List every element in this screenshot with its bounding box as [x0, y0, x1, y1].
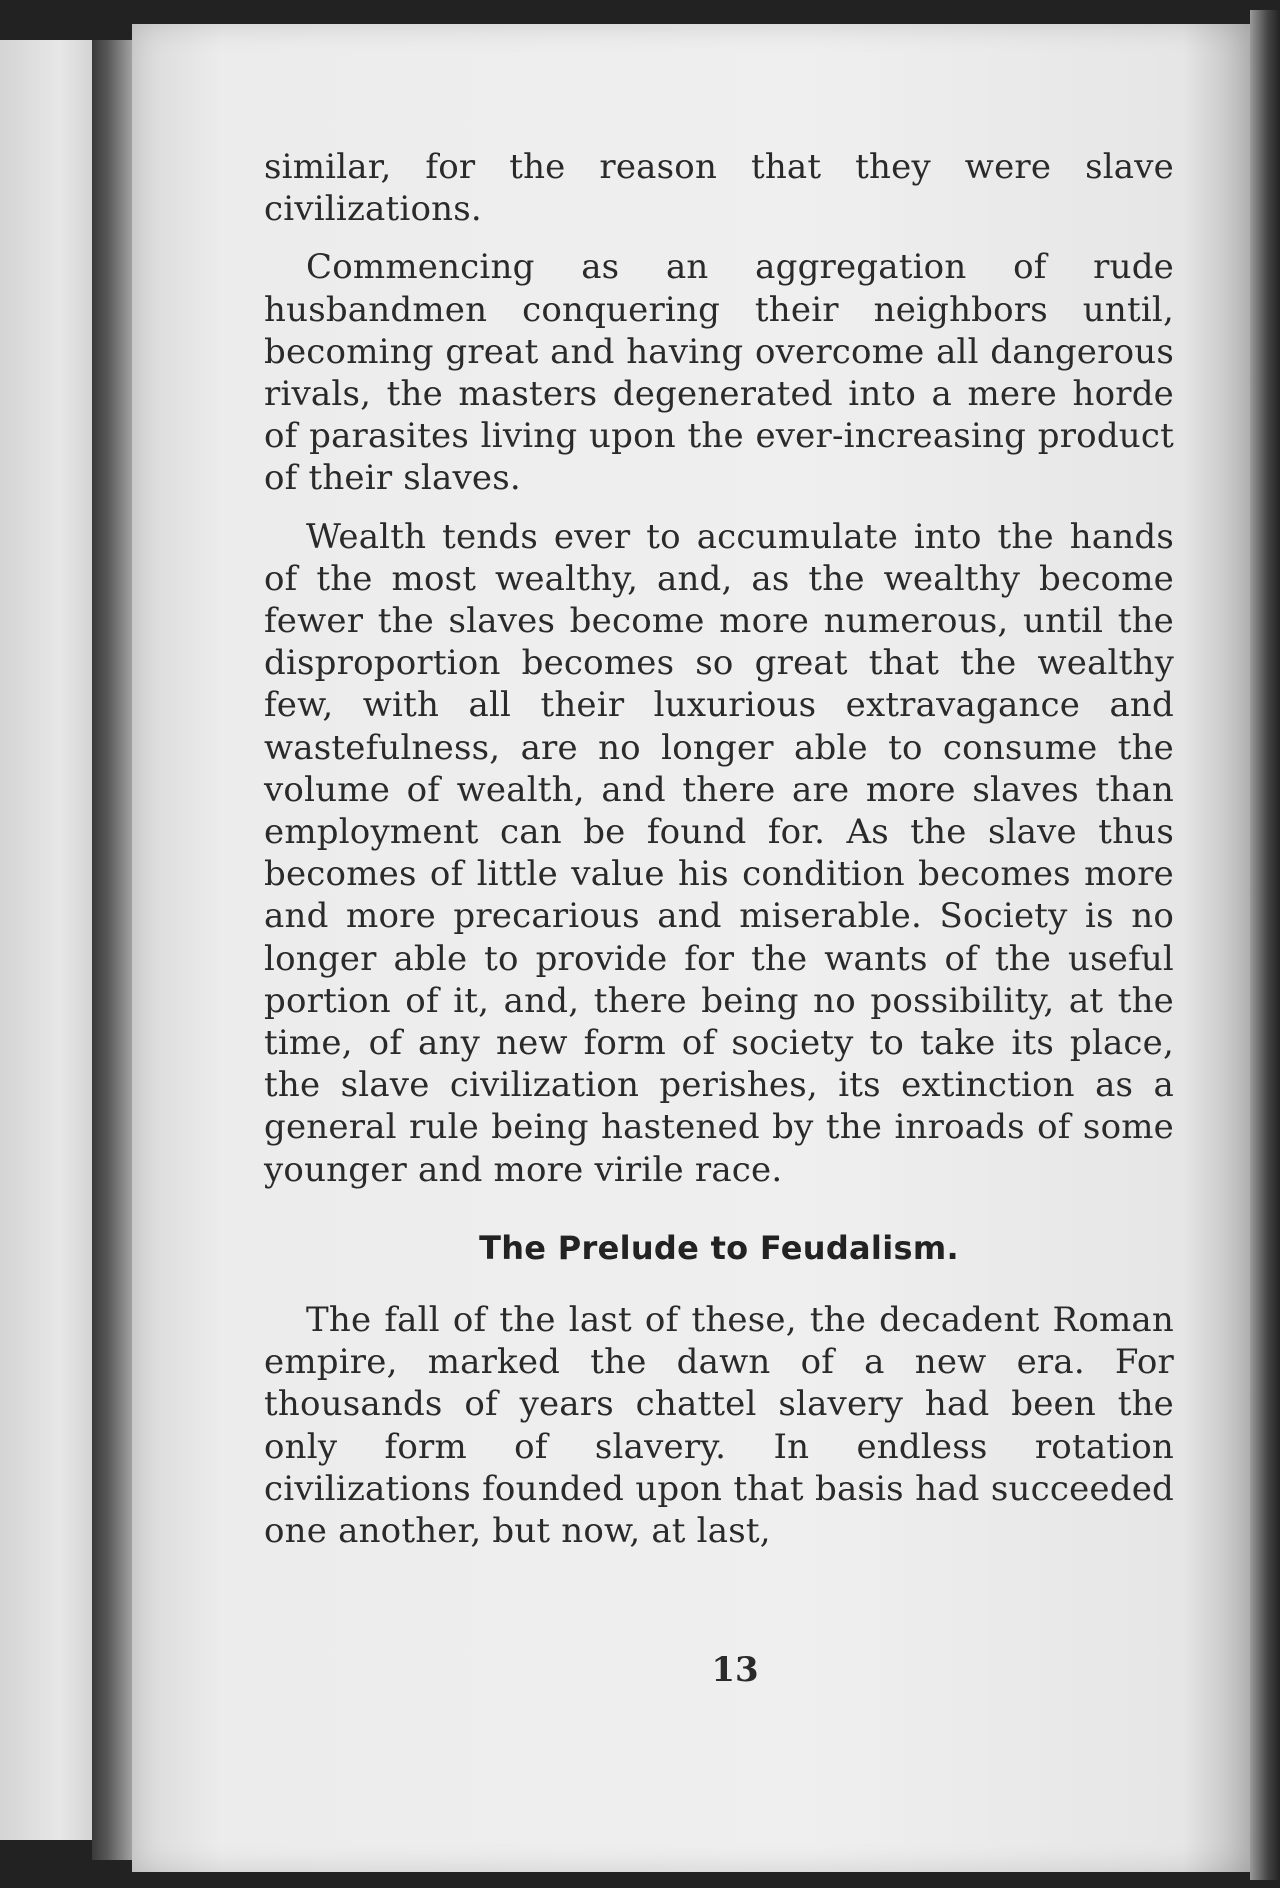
paragraph-3: Wealth tends ever to accumulate into the hands of the most wealthy, and, as the wealthy become fewer the slaves become more numerous, until the disproportion becomes so great that the wealthy few, with all their luxurious extravagance and wastefulness, are no longer able to consume the volume of wealth, and there are more slaves than employment can be found for. As the slave thus becomes of little value his condition becomes more and more precarious and miserable. Society is no longer able to provide for the wants of the useful portion of it, and, there being no possibility, at the time, of any new form of society to take its place, the slave civilization perishes, its extinction as a general rule being hastened by the inroads of some younger and more virile race. — [264, 516, 1174, 1190]
paragraph-4: The fall of the last of these, the decadent Roman empire, marked the dawn of a new era. For thousands of years chattel slavery had been the only form of slavery. In endless rotation civilizations founded upon that basis had succeeded one another, but now, at last, — [264, 1300, 1174, 1552]
section-heading: The Prelude to Feudalism. — [479, 1228, 959, 1267]
paragraph-1: similar, for the reason that they were slave civilizations. — [264, 147, 1174, 230]
facing-page-edge — [0, 40, 100, 1840]
page-number: 13 — [711, 1650, 759, 1690]
page-body-text — [264, 146, 1174, 1568]
paragraph-2: Commencing as an aggregation of rude husbandmen conquering their neighbors until, becoming great and having overcome all dangerous rivals, the masters degenerated into a mere horde of parasites living upon the ever-increasing product of their slaves. — [264, 247, 1174, 499]
page-edge — [1250, 10, 1280, 1880]
